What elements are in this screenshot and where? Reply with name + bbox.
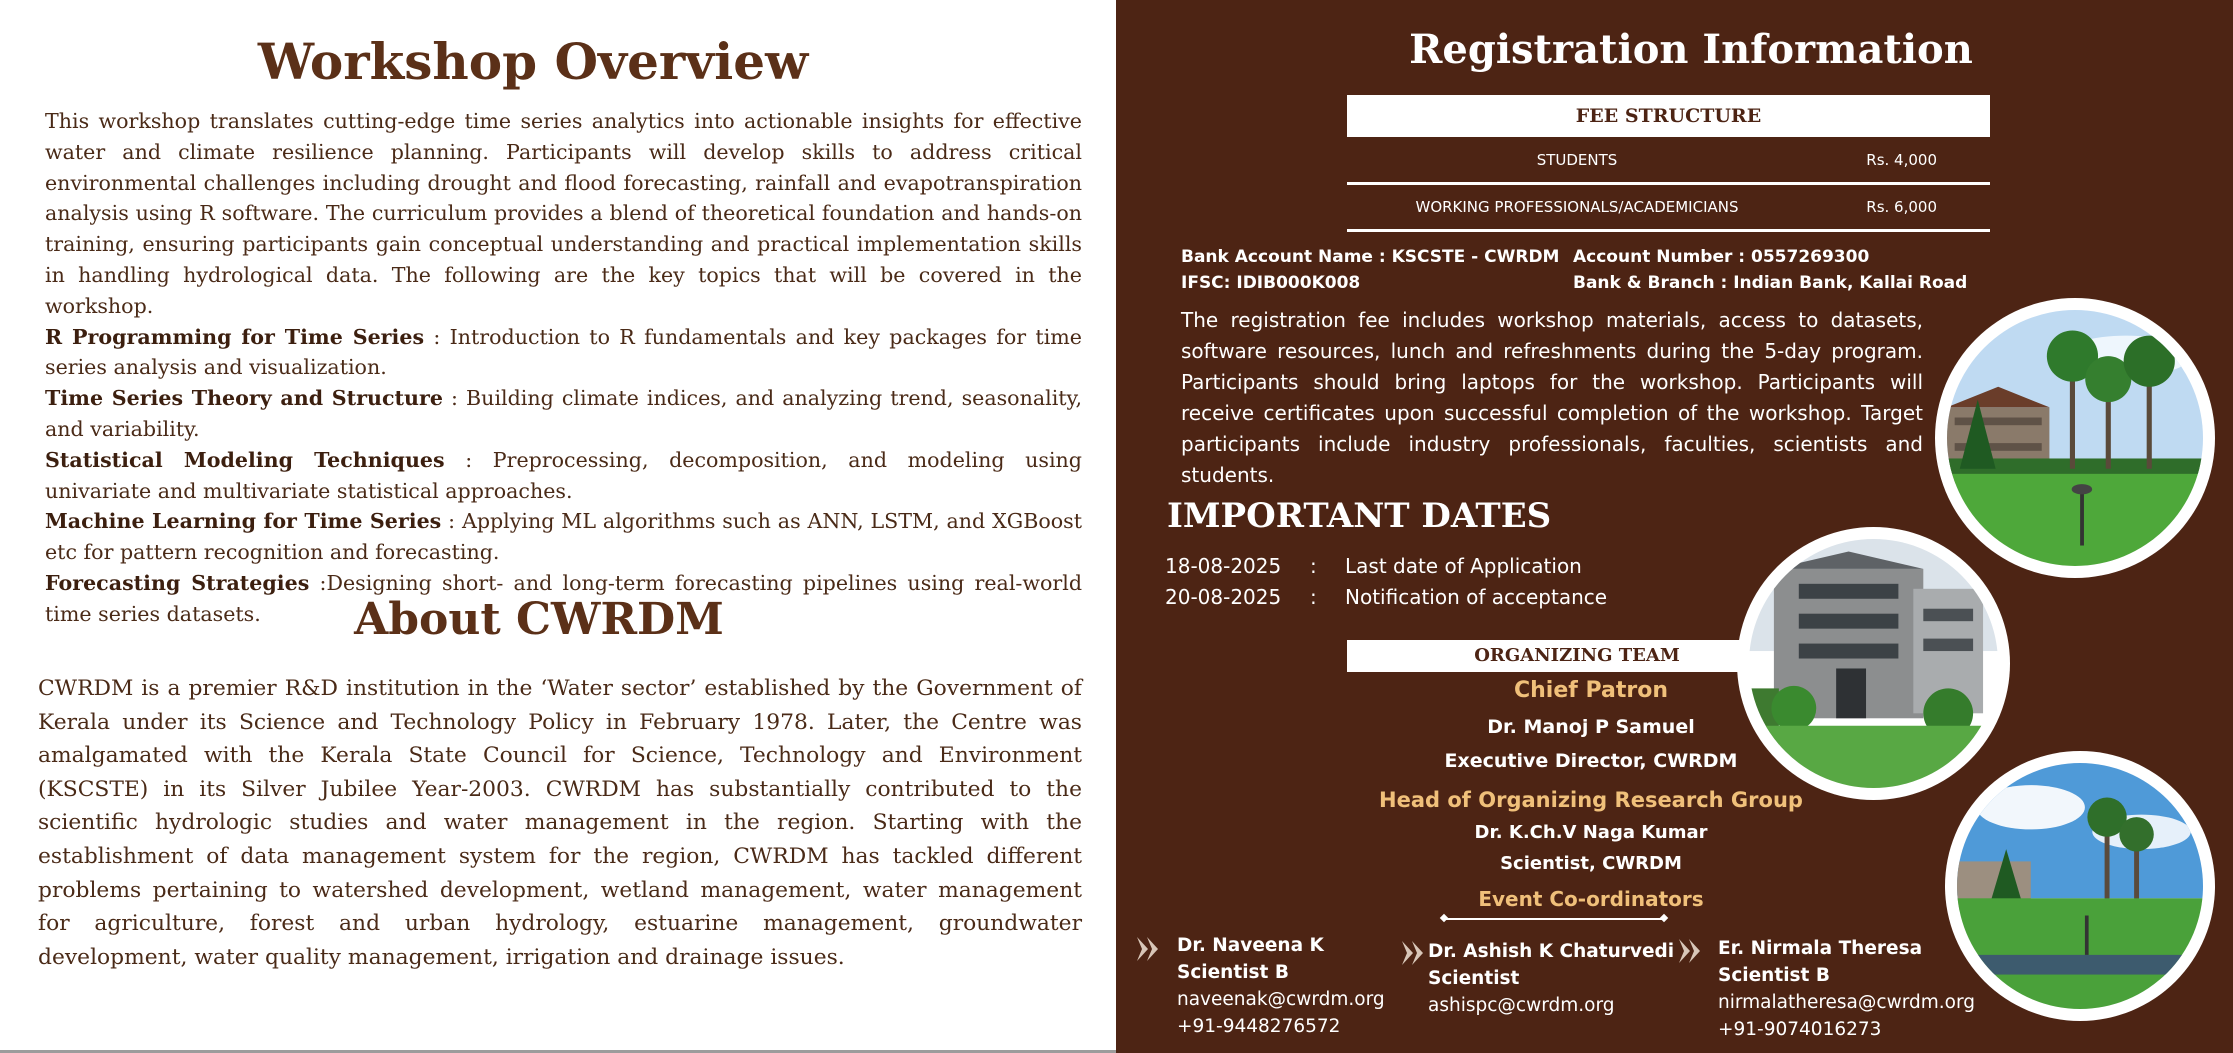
date-separator: : [1310,585,1317,609]
head-group-label: Head of Organizing Research Group [1379,788,1803,812]
coordinator-designation: Scientist [1428,968,1520,989]
fee-category: WORKING PROFESSIONALS/ACADEMICIANS [1415,198,1739,216]
campus-building-photo [1737,527,2010,800]
date-value: 20-08-2025 [1165,585,1282,609]
topic-desc: :Designing short- and long-term forecasting pipelines using real-world time series datasets. [45,570,1083,626]
head-group-name: Dr. K.Ch.V Naga Kumar [1474,822,1708,843]
date-row [1165,582,1607,612]
coordinator-phone: +91-9074016273 [1718,1019,1882,1040]
fee-amount: Rs. 4,000 [1866,151,1937,169]
double-chevron-icon [1134,934,1164,964]
coordinator-designation: Scientist B [1718,965,1830,986]
coordinator-card [1718,935,1975,1043]
about-title: About CWRDM [354,594,724,645]
fee-category: STUDENTS [1536,151,1618,169]
fee-row [1347,185,1990,232]
topic-name: Time Series Theory and Structure [45,386,443,411]
registration-note: The registration fee includes workshop materials, access to datasets, software resources, lunch and refreshments during the 5-day program. Participants should bring laptops for the workshop. Participants will receive certificates upon successful completion of the workshop. Target participants include industry professionals, faculties, scientists and students. [1181,308,1923,487]
bank-account-number: Account Number : 0557269300 [1573,247,1870,267]
date-event: Last date of Application [1345,554,1582,578]
coordinator-card [1428,938,1674,1019]
about-body: CWRDM is a premier R&D institution in the ‘Water sector’ established by the Government of Kerala under its Science and Technology Policy in February 1978. Later, the Centre was amalgamated with the Kerala State Council for Science, Technology and Environment (KSCSTE) in its Silver Jubilee Year-2003. CWRDM has substantially contributed to the scientific hydrologic studies and water management in the region. Starting with the establishment of data management system for the region, CWRDM has tackled different problems pertaining to watershed development, wetland management, water management for agriculture, forest and urban hydrology, estuarine management, groundwater development, water quality management, irrigation and drainage issues. [38,676,1082,970]
head-group-role: Scientist, CWRDM [1500,853,1682,874]
overview-body [45,106,1082,630]
fee-structure-heading: FEE STRUCTURE [1347,95,1990,137]
coordinator-email[interactable]: naveenak@cwrdm.org [1177,989,1385,1010]
chief-patron-name: Dr. Manoj P Samuel [1487,716,1695,738]
fee-row [1347,138,1990,185]
bank-ifsc: IFSC: IDIB000K008 [1181,273,1361,293]
topic-desc: : Applying ML algorithms such as ANN, LSTM, and XGBoost etc for pattern recognition and forecasting. [45,509,1082,565]
coordinators-divider [1444,918,1664,920]
registration-title: Registration Information [1409,26,1973,73]
coordinator-name: Dr. Ashish K Chaturvedi [1428,941,1675,962]
campus-palm-trees-photo [1935,298,2215,578]
topic-name: Forecasting Strategies [45,570,310,595]
workshop-overview-panel [0,0,1116,1053]
double-chevron-icon [1676,936,1706,966]
topic-item [45,322,1082,384]
coordinator-email[interactable]: nirmalatheresa@cwrdm.org [1718,992,1975,1013]
topic-name: R Programming for Time Series [45,324,425,349]
chief-patron-role: Executive Director, CWRDM [1444,750,1738,772]
bank-branch: Bank & Branch : Indian Bank, Kallai Road [1573,273,1968,293]
registration-panel [1116,0,2233,1053]
coordinator-designation: Scientist B [1177,962,1289,983]
fee-amount: Rs. 6,000 [1866,198,1937,216]
coordinator-name: Er. Nirmala Theresa [1718,938,1923,959]
event-coordinators-label: Event Co-ordinators [1478,887,1704,911]
topic-item [45,445,1082,507]
date-event: Notification of acceptance [1345,585,1608,609]
coordinator-name: Dr. Naveena K [1177,935,1324,956]
coordinator-card [1177,932,1385,1040]
date-row [1165,551,1582,581]
date-value: 18-08-2025 [1165,554,1282,578]
important-dates-title: IMPORTANT DATES [1167,496,1552,536]
topic-item [45,506,1082,568]
overview-intro: This workshop translates cutting-edge time series analytics into actionable insights for effective water and climate resilience planning. Participants will develop skills to address critical environmental challenges including drought and flood forecasting, rainfall and evapotranspiration analysis using R software. The curriculum provides a blend of theoretical foundation and hands-on training, ensuring participants gain conceptual understanding and practical implementation skills in handling hydrological data. The following are the key topics that will be covered in the workshop. [45,109,1082,318]
topic-name: Statistical Modeling Techniques [45,447,445,472]
overview-title: Workshop Overview [257,32,809,91]
topic-item [45,383,1082,445]
topic-desc: : Preprocessing, decomposition, and modeling using univariate and multivariate statistical approaches. [45,447,1082,503]
coordinator-email[interactable]: ashispc@cwrdm.org [1428,995,1615,1016]
double-chevron-icon [1399,938,1429,968]
campus-garden-photo [1945,751,2215,1021]
topic-desc: : Building climate indices, and analyzing trend, seasonality, and variability. [45,386,1083,441]
bank-account-name: Bank Account Name : KSCSTE - CWRDM [1181,247,1560,267]
coordinator-phone: +91-9448276572 [1177,1016,1341,1037]
topic-name: Machine Learning for Time Series [45,509,442,534]
chief-patron-label: Chief Patron [1513,678,1669,703]
topic-desc: : Introduction to R fundamentals and key packages for time series analysis and visualization. [45,324,1082,380]
organizing-team-heading: ORGANIZING TEAM [1347,640,1807,672]
date-separator: : [1310,554,1317,578]
